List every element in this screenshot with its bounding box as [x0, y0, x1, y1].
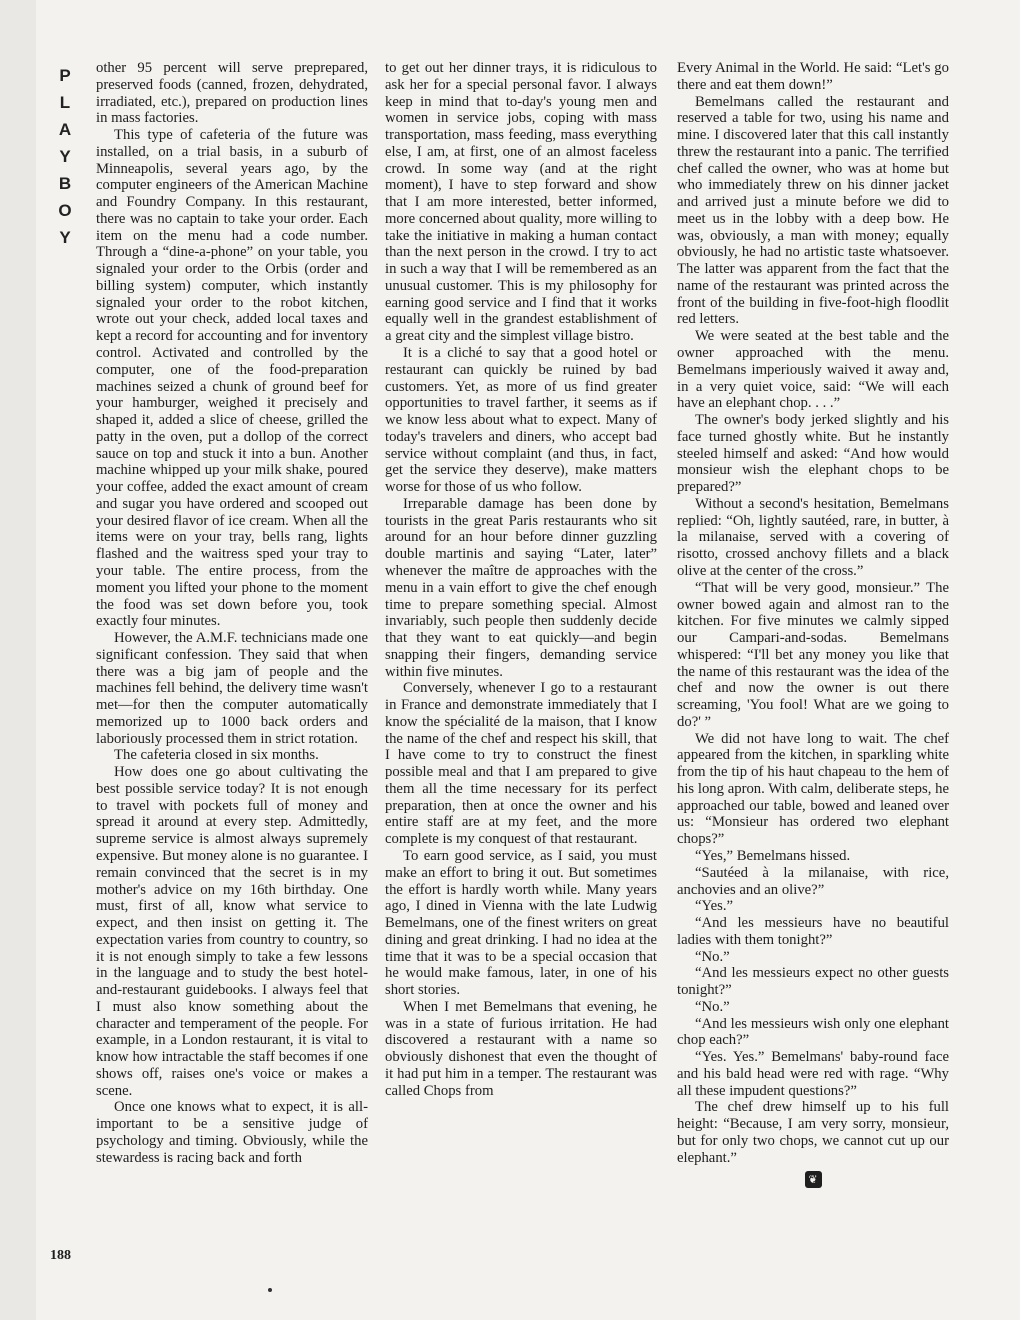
- paragraph: Every Animal in the World. He said: “Let's go there and eat them down!”: [677, 60, 949, 93]
- paragraph: We were seated at the best table and the owner approached with the menu. Bemelmans imperiously waived it away and, in a very quiet voice, said: “We will each have an elephant chop. . . .”: [677, 328, 949, 412]
- paragraph: The owner's body jerked slightly and his face turned ghostly white. But he instantly steeled himself and asked: “And how would monsieur wish the elephant chops to be prepared?”: [677, 412, 949, 496]
- paragraph: other 95 percent will serve preprepared, preserved foods (canned, frozen, dehydrated, irradiated, etc.), prepared on production lines in mass factories.: [96, 60, 368, 127]
- text-column-3: [677, 60, 949, 1188]
- paragraph: “Sautéed à la milanaise, with rice, anchovies and an olive?”: [677, 864, 949, 898]
- paragraph: Bemelmans called the restaurant and reserved a table for two, using his name and mine. I discovered later that this call instantly threw the restaurant into a panic. The terrified chef called the owner, who was at home but who immediately threw on his dinner jacket and arrived just a minute before we did to meet us in the lobby with a deep bow. He was, obviously, a man with money; equally obviously, he had no artistic taste whatsoever. The latter was apparent from the fact that the name of the restaurant was printed across the front of the building in five-foot-high floodlit red letters.: [677, 93, 949, 328]
- paragraph: Irreparable damage has been done by tourists in the great Paris restaurants who sit around for an hour before dinner guzzling double martinis and saying “Later, later” whenever the maître de approaches with the menu in a vain effort to give the chef enough time to prepare something special. Almost invariably, such people then suddenly decide that they want to eat quickly—and begin snapping their fingers, demanding service within five minutes.: [385, 495, 657, 680]
- paragraph: When I met Bemelmans that evening, he was in a state of furious irritation. He had discovered a restaurant with a name so obviously dishonest that even the thought of it had put him in a temper. The restaurant was called Chops from: [385, 998, 657, 1099]
- end-mark-wrap: [677, 1171, 949, 1188]
- page-number: 188: [50, 1248, 71, 1263]
- paragraph: “That will be very good, monsieur.” The owner bowed again and almost ran to the kitchen. For five minutes we calmly sipped our Campari-and-sodas. Bemelmans whispered: “I'll bet any money you like that the name of this restaurant was the idea of the chef and now the owner is out there screaming, 'You fool! What are we going to do?' ”: [677, 579, 949, 730]
- sidebar-letter: Y: [59, 147, 71, 166]
- sidebar-letter: P: [59, 66, 71, 85]
- paragraph: We did not have long to wait. The chef appeared from the kitchen, in sparkling white from the tip of his haut chapeau to the hem of his long apron. With calm, deliberate steps, he approached our table, bowed and leaned over us: “Monsieur has ordered two elephant chops?”: [677, 730, 949, 848]
- paragraph: “And les messieurs wish only one elephant chop each?”: [677, 1015, 949, 1049]
- print-speck: [268, 1288, 272, 1292]
- paragraph: “And les messieurs expect no other guests tonight?”: [677, 965, 949, 999]
- paragraph: “No.”: [695, 948, 730, 965]
- rabbit-end-mark-icon: ❦: [805, 1171, 822, 1188]
- paragraph: It is a cliché to say that a good hotel or restaurant can quickly be ruined by bad customers. Yet, as more of us find greater opportunities to travel farther, it seems as if we know less about what to expect. Many of today's travelers and diners, who accept bad service without complaint (and thus, in fact, get the service they deserve), make matters worse for those of us who follow.: [385, 345, 657, 496]
- paragraph: “No.”: [695, 998, 730, 1015]
- sidebar-letter: B: [58, 174, 72, 193]
- paragraph: This type of cafeteria of the future was installed, on a trial basis, in a suburb of Minneapolis, several years ago, by the computer engineers of the American Machine and Foundry Company. In this restaurant, there was no captain to take your order. Each item on the menu had a code number. Through a “dine-a-phone” on your table, you signaled your order to the Orbis (order and billing system) computer, which instantly signaled your order to the robot kitchen, wrote out your check, added local taxes and kept a record for accounting and for inventory control. Activated and controlled by the computer, one of the food-preparation machines seized a chunk of ground beef for your hamburger, weighed it precisely and shaped it, added a slice of cheese, grilled the patty in the oven, put a dollop of the correct sauce on top and stuck it into a bun. Another machine whipped up your milk shake, poured your coffee, added the exact amount of cream and sugar you have ordered and scooped out your desired flavor of ice cream. When all the items were on your tray, bells rang, lights flashed and the waitress sped your tray to your table. The entire process, from the moment you lifted your phone to the moment the food was set down before you, took exactly four minutes.: [96, 127, 368, 630]
- paragraph: Once one knows what to expect, it is all-important to be a sensitive judge of psychology and timing. Obviously, while the stewardess is racing back and forth: [96, 1099, 368, 1166]
- text-column-1: [96, 60, 368, 1167]
- paragraph: to get out her dinner trays, it is ridiculous to ask her for a special personal favor. I always keep in mind that to-day's young men and women in service jobs, coping with mass transportation, mass feeding, mass everything else, I am, at first, one of an almost faceless crowd. In some way (and at the right moment), I have to step forward and show that I am more interested, better informed, more concerned about quality, more willing to take the initiative in making a human contact than the next person in the crowd. I try to act in such a way that I will be remembered as an unusual customer. This is my philosophy for earning good service and I find that it works equally well in the grandest establishment of a great city and the simplest village bistro.: [385, 60, 657, 345]
- paragraph: “Yes. Yes.” Bemelmans' baby-round face and his bald head were red with rage. “Why all these impudent questions?”: [677, 1049, 949, 1099]
- sidebar-letter: L: [59, 93, 71, 112]
- paragraph: “Yes,” Bemelmans hissed.: [695, 847, 851, 864]
- paragraph: However, the A.M.F. technicians made one significant confession. They said that when there was a big jam of people and the machines fell behind, the delivery time wasn't met—for then the computer automatically memorized up to 1000 back orders and laboriously processed them in strict rotation.: [96, 630, 368, 747]
- paragraph: The chef drew himself up to his full height: “Because, I am very sorry, monsieur, but for only two chops, we cannot cut up our elephant.”: [677, 1099, 949, 1166]
- paragraph: Without a second's hesitation, Bemelmans replied: “Oh, lightly sautéed, rare, in butter, à la milanaise, served with a covering of risotto, crossed anchovy fillets and a black olive at the center of the cross.”: [677, 495, 949, 579]
- sidebar-letter: O: [58, 201, 72, 220]
- paragraph: Conversely, whenever I go to a restaurant in France and demonstrate immediately that I know the spécialité de la maison, that I know the name of the chef and respect his skill, that I have come to try to construct the finest possible meal and that I am prepared to give them all the time necessary for its perfect preparation, then at once the owner and his entire staff are at my feet, and the more complete is my conquest of that restaurant.: [385, 680, 657, 848]
- paragraph: “Yes.”: [695, 898, 734, 915]
- paragraph: The cafeteria closed in six months.: [114, 747, 319, 764]
- magazine-sidebar-title: [52, 62, 78, 251]
- sidebar-letter: Y: [59, 228, 71, 247]
- sidebar-letter: A: [58, 120, 72, 139]
- paragraph: “And les messieurs have no beautiful ladies with them tonight?”: [677, 915, 949, 948]
- paragraph: How does one go about cultivating the best possible service today? It is not enough to travel with pockets full of money and spread it around at every step. Admittedly, supreme service is almost always supremely expensive. But money alone is no guarantee. I remain convinced that the secret is in my mother's advice on my 16th birthday. One must, first of all, know what service to expect, and then insist on getting it. The expectation varies from country to country, so it is not enough simply to take a few lessons in the language and to study the best hotel-and-restaurant guidebooks. I always feel that I must also know something about the character and temperament of the people. For example, in a London restaurant, it is vital to know how intractable the staff becomes if one shows off, raises one's voice or makes a scene.: [96, 764, 368, 1099]
- paragraph: To earn good service, as I said, you must make an effort to bring it out. But sometimes the effort is hardly worth while. Many years ago, I dined in Vienna with the late Ludwig Bemelmans, one of the finest writers on great dining and great drinking. I had no idea at the time that it was to be a special occasion that he would make famous, later, in one of his short stories.: [385, 847, 657, 999]
- text-column-2: [385, 60, 657, 1099]
